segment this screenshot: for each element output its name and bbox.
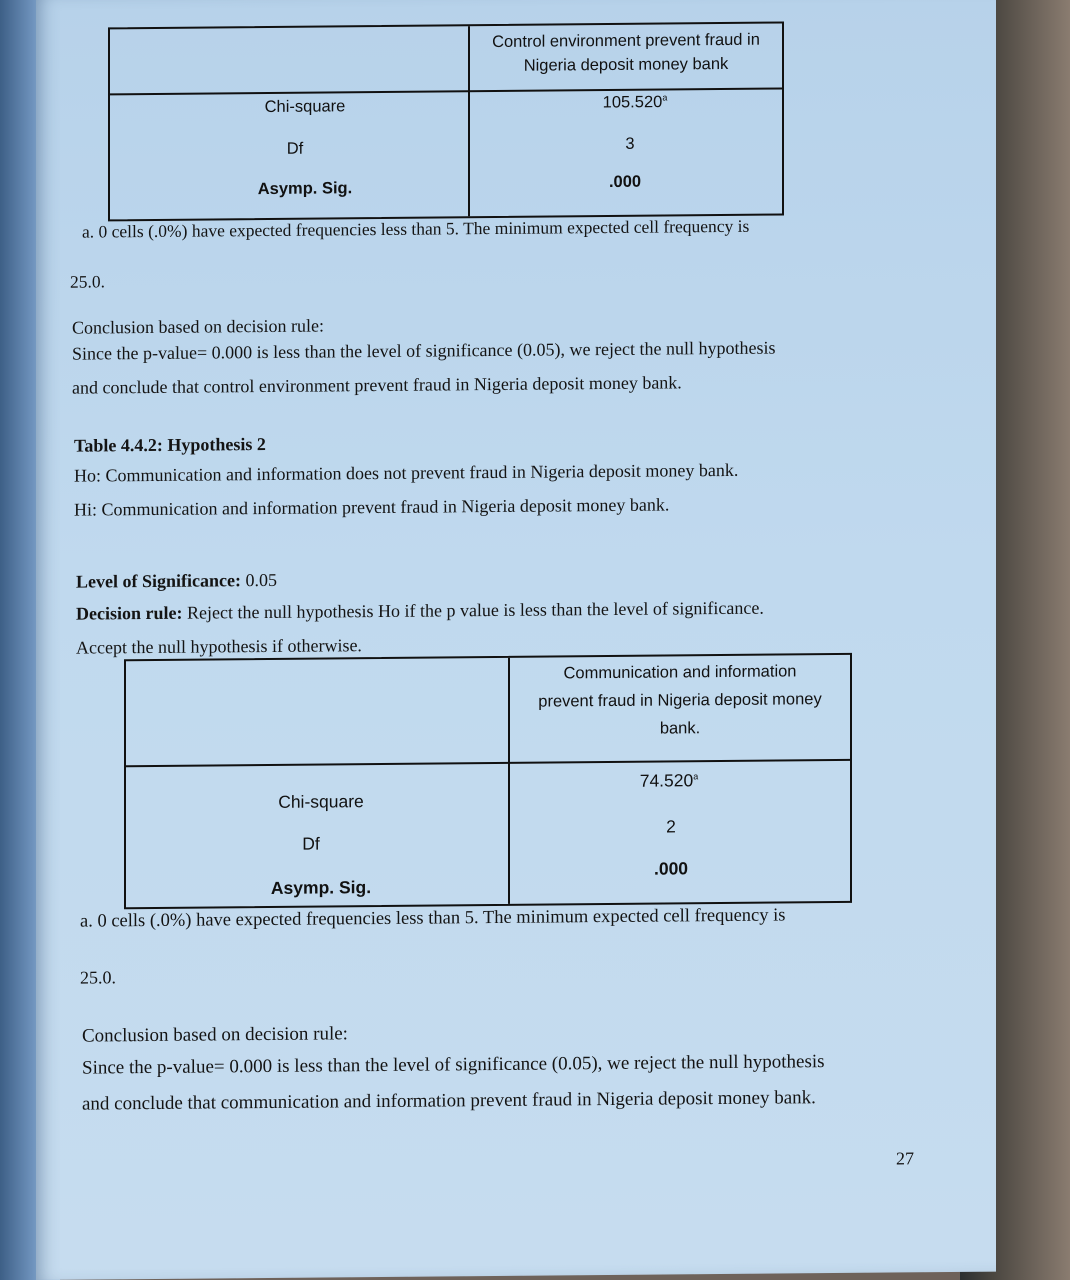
hypothesis2-title: Table 4.4.2: Hypothesis 2	[74, 433, 266, 456]
conclusion2-line1: Since the p-value= 0.000 is less than the level of significance (0.05), we reject the null hypothesis	[82, 1051, 825, 1079]
level-of-significance: Level of Significance: 0.05	[76, 569, 277, 592]
table2-label-asymp-sig: Asymp. Sig.	[270, 877, 372, 898]
conclusion2-line2: and conclude that communication and information prevent fraud in Nigeria deposit money bank.	[82, 1087, 816, 1115]
table1-label-chi-square: Chi-square	[264, 97, 346, 117]
hypothesis2-hi: Hi: Communication and information prevent fraud in Nigeria deposit money bank.	[74, 494, 670, 520]
decision-rule: Decision rule: Reject the null hypothesis Ho if the p value is less than the level of significance.	[76, 597, 764, 624]
chi-square-table-1	[108, 21, 784, 221]
table1-value-df: 3	[625, 134, 635, 153]
table1-label-asymp-sig: Asymp. Sig.	[257, 179, 353, 199]
table2-value-asymp-sig: .000	[653, 858, 689, 879]
conclusion1-line1: Since the p-value= 0.000 is less than the level of significance (0.05), we reject the null hypothesis	[72, 337, 776, 364]
table1-value-asymp-sig: .000	[608, 172, 642, 192]
table2-label-df: Df	[302, 833, 320, 854]
table1-footnote: a. 0 cells (.0%) have expected frequencies less than 5. The minimum expected cell frequency is	[82, 215, 750, 242]
table2-header: Communication and information prevent fraud in Nigeria deposit money bank.	[538, 662, 822, 738]
table1-footnote-cont: 25.0.	[70, 271, 105, 292]
table2-value-chi-square: 74.520$^a$	[639, 770, 699, 791]
table2-value-df: 2	[666, 816, 676, 837]
table1-header: Control environment prevent fraud in Nigeria deposit money bank	[492, 30, 760, 75]
hypothesis2-ho: Ho: Communication and information does not prevent fraud in Nigeria deposit money bank.	[74, 459, 739, 486]
page-number: 27	[896, 1148, 914, 1169]
decision-rule-cont: Accept the null hypothesis if otherwise.	[76, 635, 362, 658]
conclusion1-heading: Conclusion based on decision rule:	[72, 315, 324, 338]
chi-square-table-2	[124, 653, 852, 909]
table2-footnote-cont: 25.0.	[80, 967, 116, 988]
table1-label-df: Df	[286, 139, 304, 158]
table2-footnote: a. 0 cells (.0%) have expected frequencies less than 5. The minimum expected cell frequency is	[80, 905, 786, 932]
document-page	[36, 0, 996, 1280]
table1-value-chi-square: 105.520$^a$	[602, 92, 668, 112]
table2-label-chi-square: Chi-square	[278, 791, 364, 812]
conclusion1-line2: and conclude that control environment prevent fraud in Nigeria deposit money bank.	[72, 372, 682, 398]
conclusion2-heading: Conclusion based on decision rule:	[82, 1023, 348, 1047]
